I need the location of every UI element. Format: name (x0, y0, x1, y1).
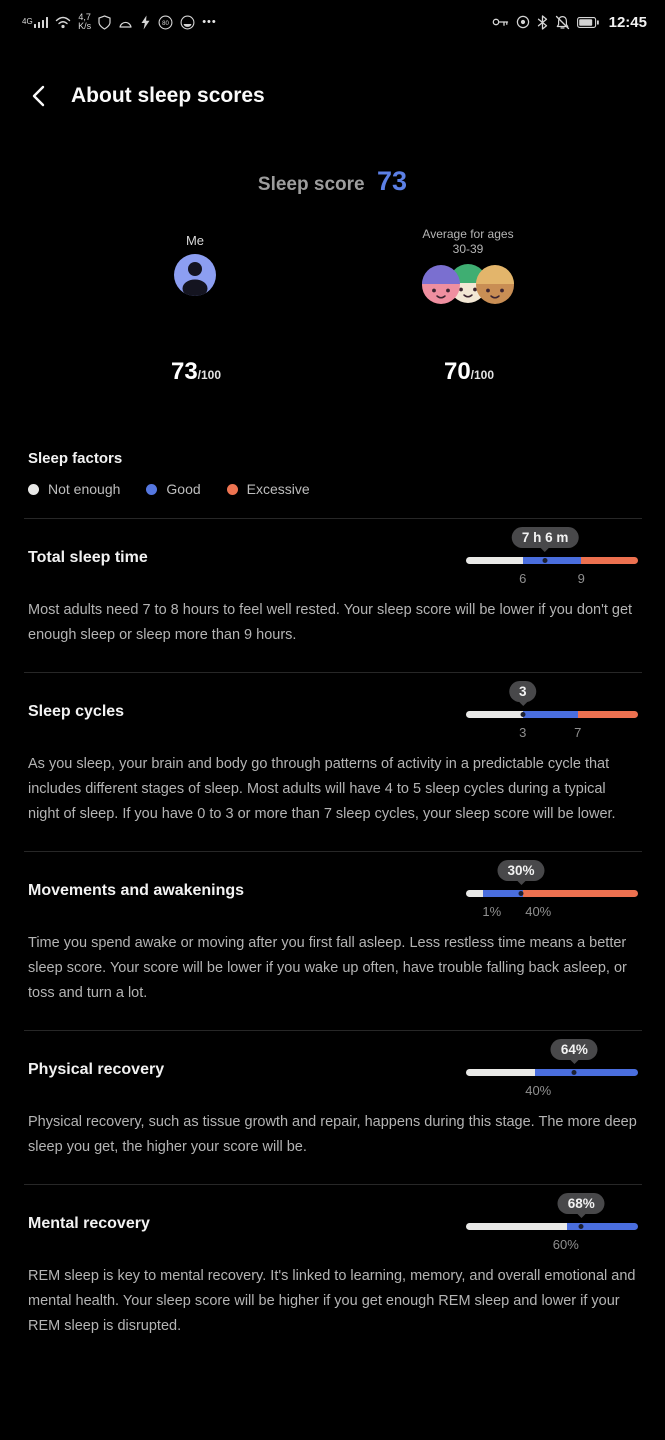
legend-item (28, 481, 120, 497)
factor-title: Movements and awakenings (28, 882, 245, 899)
slider-track (466, 1069, 638, 1076)
app-circle-icon (180, 15, 195, 30)
network-speed (78, 13, 91, 32)
svg-text:80: 80 (162, 20, 170, 27)
slider-tick-label: 40% (525, 904, 552, 919)
slider-ticks (466, 722, 638, 742)
me-score-max: /100 (197, 368, 222, 382)
average-score-bar (332, 305, 606, 393)
score-comparison-bars (60, 305, 606, 393)
slider-ticks (466, 1080, 638, 1100)
slider-track (466, 711, 638, 718)
slider-tick-label: 60% (552, 1237, 579, 1252)
factor-description: REM sleep is key to mental recovery. It's linked to learning, memory, and overall emotional and mental health. Your sleep score will be higher if you get enough REM sleep and lower if your REM sleep is disrupted. (28, 1268, 636, 1334)
sleep-factor-section (24, 672, 642, 851)
status-left (22, 13, 217, 32)
average-column (398, 227, 538, 305)
slider-segment (466, 890, 483, 897)
power-bolt-icon (140, 15, 151, 30)
factor-description: As you sleep, your brain and body go through patterns of activity in a predictable cycle that includes different stages of sleep. Most adults will have 4 to 5 sleep cycles during a typical night of sleep. If you have 0 to 3 or more than 7 sleep cycles, your sleep score will be lower. (28, 756, 616, 822)
sleep-factor-section (24, 518, 642, 672)
slider-segment (523, 557, 581, 564)
factor-description: Most adults need 7 to 8 hours to feel well rested. Your sleep score will be lower if you don't get enough sleep or sleep more than 9 hours. (28, 602, 633, 643)
legend-item (227, 481, 310, 497)
sleep-factor-section (24, 1030, 642, 1184)
average-label-line2: 30-39 (452, 242, 484, 256)
slider-marker (572, 1070, 577, 1075)
average-score-max: /100 (470, 368, 495, 382)
slider-tick-label: 1% (482, 904, 502, 919)
value-badge-pointer (540, 547, 550, 552)
back-button[interactable] (28, 84, 50, 108)
sleep-factors-legend (28, 450, 310, 497)
value-badge-label: 30% (498, 860, 545, 881)
value-badge-pointer (518, 701, 528, 706)
signal-strength-icon (22, 17, 48, 28)
slider-segment (523, 890, 638, 897)
battery-icon (577, 17, 599, 28)
factor-description: Time you spend awake or moving after you first fall asleep. Less restless time means a better sleep score. Your score will be lower if you wake up often, have trouble falling back asleep, or toss and turn a lot. (28, 935, 627, 1001)
factor-title: Total sleep time (28, 549, 148, 566)
score-header (0, 166, 665, 197)
value-badge-pointer (516, 880, 526, 885)
slider-ticks (466, 1234, 638, 1254)
slider-marker (543, 558, 548, 563)
eye-icon (516, 15, 530, 29)
value-badge (512, 527, 579, 552)
me-score-value: 73 (170, 358, 198, 385)
me-column (155, 233, 235, 296)
slider-tick-label: 40% (525, 1083, 552, 1098)
alarm-dome-icon (118, 16, 133, 29)
header (28, 84, 641, 108)
value-badge (551, 1039, 598, 1064)
slider-ticks (466, 568, 638, 588)
me-score-bar (60, 305, 332, 393)
value-badge-label: 3 (509, 681, 537, 702)
factor-title: Mental recovery (28, 1215, 150, 1232)
slider-segment (483, 890, 523, 897)
me-label: Me (185, 233, 205, 248)
legend-dot-icon (28, 484, 39, 495)
factor-slider (466, 1041, 638, 1100)
slider-segment (466, 557, 523, 564)
slider-segment (578, 711, 638, 718)
score-label: Sleep score (257, 174, 365, 195)
sleep-factor-section (24, 1184, 642, 1363)
slider-track (466, 890, 638, 897)
key-icon (492, 16, 509, 28)
value-badge (558, 1193, 605, 1218)
sleep-factor-section (24, 851, 642, 1030)
factor-description: Physical recovery, such as tissue growth and repair, happens during this stage. The more deep sleep you get, the higher your score will be. (28, 1114, 637, 1155)
value-badge (509, 681, 537, 706)
battery-saver-80-icon (158, 15, 173, 30)
bluetooth-icon (537, 15, 548, 30)
slider-marker (520, 712, 525, 717)
factor-title: Physical recovery (28, 1061, 165, 1078)
clock: 12:45 (608, 13, 647, 31)
slider-marker (519, 891, 524, 896)
slider-segment (581, 557, 638, 564)
slider-segment (523, 711, 578, 718)
slider-tick-label: 9 (577, 571, 585, 586)
value-badge-label: 68% (558, 1193, 605, 1214)
factor-title: Sleep cycles (28, 703, 125, 720)
network-type-label: 4G (22, 16, 33, 26)
slider-ticks (466, 901, 638, 921)
legend-title: Sleep factors (28, 450, 123, 467)
average-label-line1: Average for ages (422, 227, 514, 241)
slider-tick-label: 3 (519, 725, 527, 740)
status-bar (22, 8, 647, 36)
status-right (492, 14, 647, 31)
slider-segment (466, 1069, 535, 1076)
network-speed-value: 4,7 (78, 11, 91, 22)
factors-list (24, 518, 642, 1363)
notifications-off-icon (555, 15, 570, 30)
factor-slider (466, 683, 638, 742)
average-score-value: 70 (443, 358, 471, 385)
slider-marker (579, 1224, 584, 1229)
legend-item-label: Good (166, 481, 201, 497)
legend-dot-icon (146, 484, 157, 495)
wifi-icon (55, 16, 71, 29)
legend-item (146, 481, 200, 497)
more-icon: ••• (202, 16, 217, 28)
legend-items (28, 481, 310, 497)
page-title: About sleep scores (71, 84, 265, 107)
factor-slider (466, 529, 638, 588)
slider-track (466, 1223, 638, 1230)
value-badge-pointer (576, 1213, 586, 1218)
average-faces-icon (398, 263, 538, 305)
me-avatar (155, 254, 235, 296)
value-badge-pointer (569, 1059, 579, 1064)
score-value: 73 (377, 166, 408, 196)
slider-segment (466, 711, 523, 718)
value-badge-label: 7 h 6 m (512, 527, 579, 548)
value-badge-label: 64% (551, 1039, 598, 1060)
legend-item-label: Excessive (246, 481, 310, 497)
network-speed-unit: K/s (78, 21, 92, 31)
factor-slider (466, 862, 638, 921)
slider-track (466, 557, 638, 564)
vpn-shield-icon (98, 15, 111, 30)
slider-tick-label: 7 (574, 725, 582, 740)
legend-dot-icon (227, 484, 238, 495)
slider-tick-label: 6 (519, 571, 527, 586)
slider-segment (466, 1223, 567, 1230)
value-badge (498, 860, 545, 885)
slider-segment (535, 1069, 638, 1076)
legend-item-label: Not enough (48, 481, 121, 497)
factor-slider (466, 1195, 638, 1254)
